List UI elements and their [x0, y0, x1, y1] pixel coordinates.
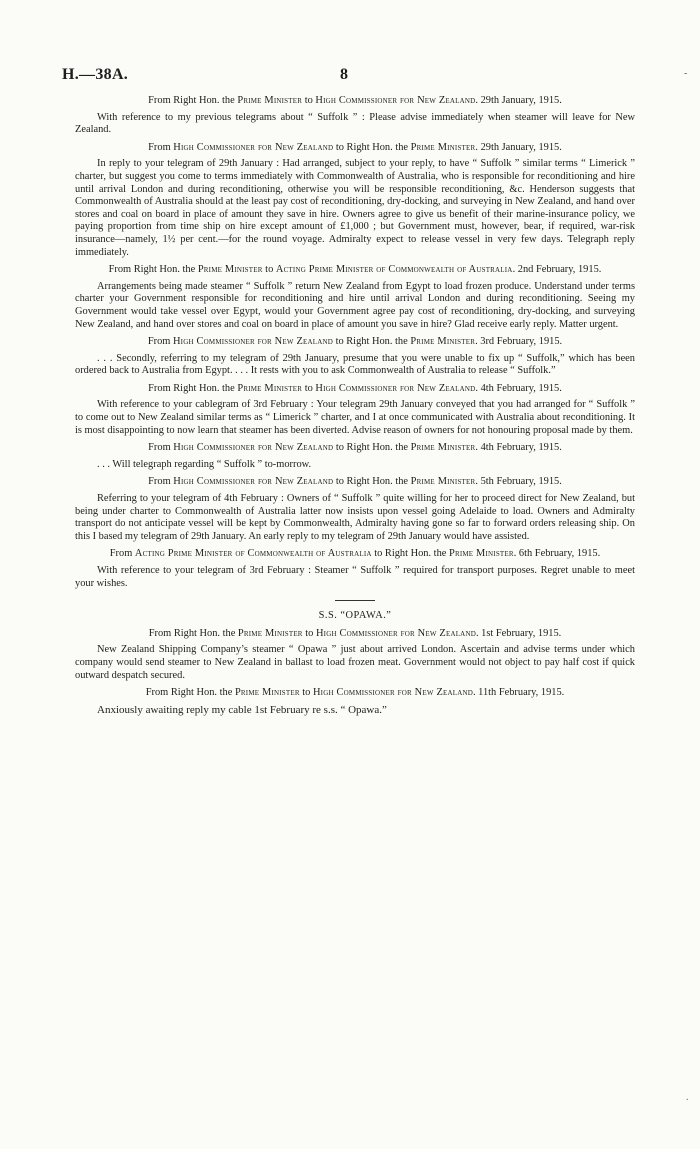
telegram-entry [75, 476, 635, 543]
telegram-heading: From High Commissioner for New Zealand to Right Hon. the Prime Minister. 5th February, 1915. [148, 476, 562, 488]
section-divider [335, 600, 375, 601]
telegram-text: With reference to my previous telegrams about “ Suffolk ” : Please advise immediately when steamer will leave for New Zealand. [75, 111, 635, 136]
telegram-entry [75, 336, 635, 378]
document-body [75, 95, 635, 721]
margin-mark-top: - [684, 68, 688, 79]
telegram-entry [75, 95, 635, 137]
telegram-heading: From Right Hon. the Prime Minister to High Commissioner for New Zealand. 4th February, 1915. [148, 382, 562, 394]
telegram-entry [75, 264, 635, 331]
telegram-heading: From High Commissioner for New Zealand to Right Hon. the Prime Minister. 3rd February, 1915. [147, 336, 563, 348]
telegram-entry [75, 442, 635, 471]
telegram-text: Anxiously awaiting reply my cable 1st February re s.s. “ Opawa.” [97, 703, 387, 716]
telegram-entry [75, 628, 635, 682]
telegram-heading: From Right Hon. the Prime Minister to High Commissioner for New Zealand. 11th February, 1915. [145, 687, 565, 699]
page-number: 8 [340, 66, 349, 83]
telegram-heading: From Right Hon. the Prime Minister to High Commissioner for New Zealand. 29th January, 1915. [148, 95, 562, 106]
telegram-entry [75, 687, 635, 716]
telegram-heading: From Right Hon. the Prime Minister to High Commissioner for New Zealand. 1st February, 1915. [148, 627, 562, 639]
page-header [62, 66, 362, 84]
telegram-text: With reference to your cablegram of 3rd February : Your telegram 29th January conveyed that you had arranged for “ Suffolk ” to come out to New Zealand similar terms as “ Limerick ” charter, and I at once communicated with Australia about reconditioning. It is most disappointing to now learn that steamer has been diverted. Advise reason of owners for not honouring proposal made by them. [75, 399, 635, 436]
document-reference: H.—38A. [62, 66, 129, 83]
telegram-entry [75, 142, 635, 259]
telegram-entry [75, 548, 635, 590]
section-title: S.S. “OPAWA.” [318, 610, 392, 622]
telegram-heading: From Acting Prime Minister of Commonwealth of Australia to Right Hon. the Prime Minister. 6th February, 1915. [109, 548, 601, 560]
telegram-heading: From High Commissioner for New Zealand to Right Hon. the Prime Minister. 4th February, 1915. [148, 442, 562, 454]
telegram-text: New Zealand Shipping Company’s steamer “ Opawa ” just about arrived London. Ascertain and advise terms under which company would send steamer to New Zealand in ballast to load frozen meat. Government would not object to pay half cost if quick outward despatch secured. [75, 644, 635, 681]
telegram-entry [75, 383, 635, 437]
telegram-heading: From High Commissioner for New Zealand to Right Hon. the Prime Minister. 29th January, 1915. [148, 141, 562, 153]
telegram-text: . . . Secondly, referring to my telegram of 29th January, presume that you were unable to fix up “ Suffolk,” which has been ordered back to Australia from Egypt. . . . It rests with you to ask Commonwealth of Australia to release “ Suffolk.” [75, 352, 635, 377]
telegram-text: . . . Will telegraph regarding “ Suffolk ” to-morrow. [97, 458, 312, 470]
telegram-text: In reply to your telegram of 29th January : Had arranged, subject to your reply, to have “ Suffolk ” similar terms “ Limerick ” charter, but suggest you come to terms immediately with Commonwealth of Australia, who is responsible for reconditioning and hire until arrival London and during reconditioning, otherwise you will be responsible reconditioning, &c. Henderson suggests that Commonwealth of Australia should at the least pay cost of reconditioning, dry-docking, and surveying in New Zealand, and hand over stores and coal on board in place of amount they save in hire. Owners agree to give us benefit of their marine-insurance policy, we paying proportion from time ship on hire except amount of £1,000 ; but Government must, however, bear, if required, war-risk insurance—namely, 1½ per cent.—for the round voyage. Admiralty expect to release vessel in very few days. Telegraph reply immediately. [75, 158, 635, 258]
telegram-heading: From Right Hon. the Prime Minister to Acting Prime Minister of Commonwealth of Australia. 2nd February, 1915. [108, 264, 602, 276]
margin-mark-bottom: . [686, 1092, 689, 1103]
telegram-text: With reference to your telegram of 3rd February : Steamer “ Suffolk ” required for transport purposes. Regret unable to meet your wishes. [75, 565, 635, 589]
telegram-text: Arrangements being made steamer “ Suffolk ” return New Zealand from Egypt to load frozen produce. Understand under terms charter your Government responsible for reconditioning and hire until arrival London and during reconditioning. Seeing my Government would take vessel over Egypt, would your Government agree pay cost of reconditioning, dry-docking, and surveying New Zealand, and hand over stores and coal on board in place of amount you save in hire? Glad receive early reply. Matter urgent. [75, 280, 635, 330]
telegram-text: Referring to your telegram of 4th February : Owners of “ Suffolk ” quite willing for her to proceed direct for New Zealand, but being under charter to Commonwealth of Australia latter now insists upon vessel going Adelaide to load. Owners and Admiralty transport do not anticipate vessel will be kept by Commonwealth, Admiralty having gone so far to forward orders releasing ship. On this I based my telegram of 29th January. An early reply to my telegram of 29th January would have assisted. [75, 493, 635, 542]
